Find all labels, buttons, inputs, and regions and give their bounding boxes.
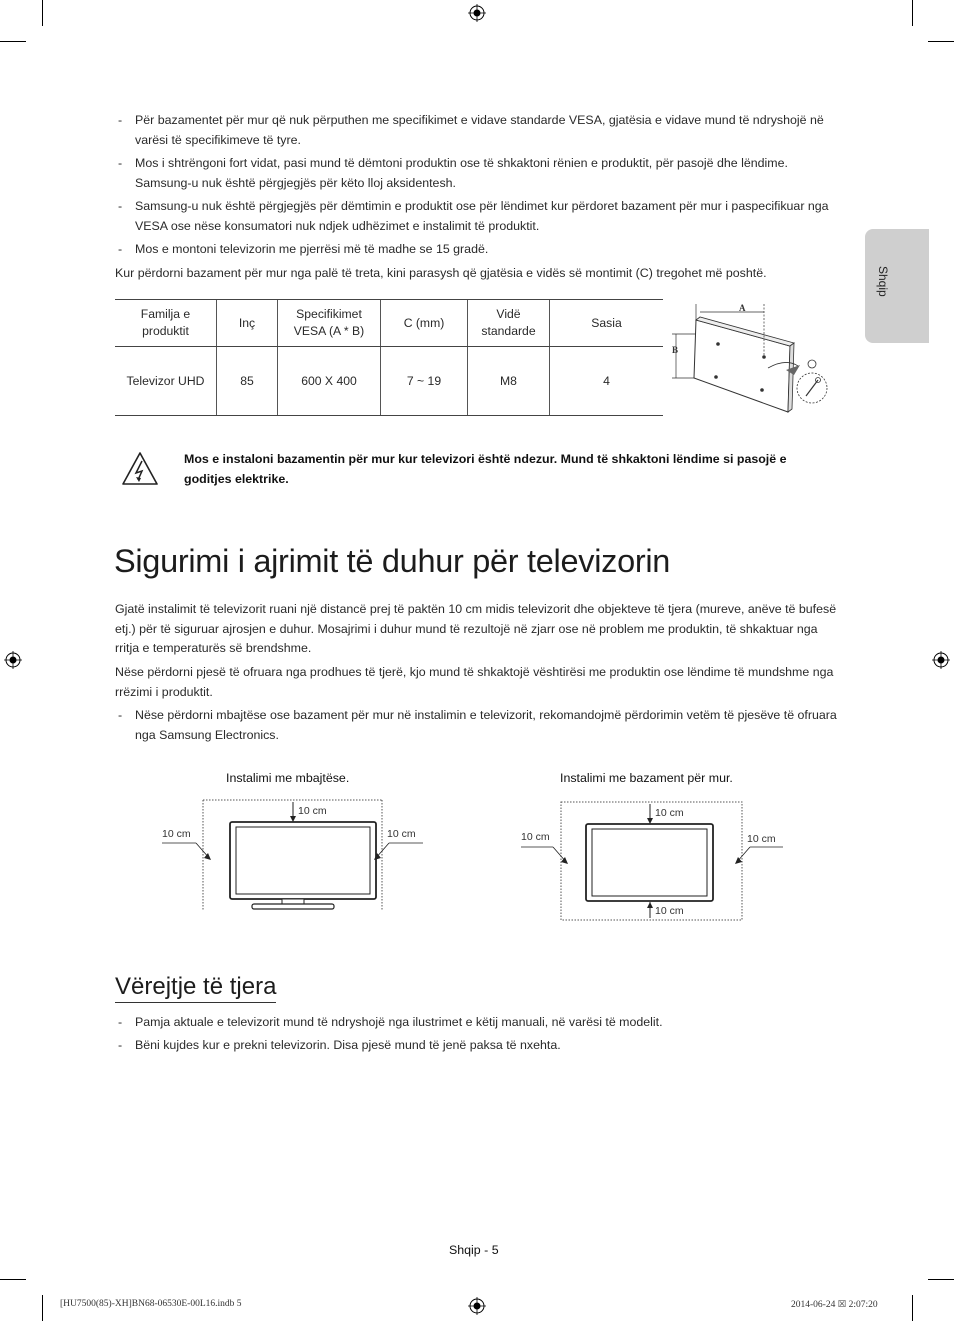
bullet-dash: - [118,1015,123,1029]
table-cell: 85 [217,347,278,416]
table-cell: 600 X 400 [278,347,381,416]
distance-label-bottom: 10 cm [655,905,684,917]
registration-mark-icon [4,651,22,669]
trim-mark [0,1279,26,1280]
warning-text: Mos e instaloni bazamentin për mur kur televizori është ndezur. Mund të shkaktoni lëndime si pasojë e goditjes elektrike. [184,452,787,486]
distance-label-left: 10 cm [521,831,550,843]
table-header: Sasia [550,300,664,347]
table-cell: Televizor UHD [115,347,217,416]
wall-install-figure [519,799,785,923]
section-title: Sigurimi i ajrimit të duhur për televizorin [114,543,671,579]
trim-mark [912,0,913,26]
registration-mark-icon [932,651,950,669]
registration-mark-icon [468,4,486,22]
bullet-text: Samsung-u nuk është përgjegjës për dëmtimin e produktit ose për lëndimet kur përdoret bazament për mur i paspecifikuar nga VESA ose nëse konsumatori nuk ndjek udhëzimet e instalimit të produktit. [135,199,829,233]
intro-sentence: Kur përdorni bazament për mur nga palë të treta, kini parasysh që gjatësia e vidës së montimit (C) tregohet më poshtë. [115,266,767,280]
list-item [118,154,838,193]
table-header: Specifikimet VESA (A * B) [278,300,381,347]
page-number: Shqip - 5 [449,1243,499,1257]
vesa-spec-table [115,299,663,416]
trim-mark [928,1279,954,1280]
table-cell: 4 [550,347,664,416]
wall-install-caption: Instalimi me bazament për mur. [560,771,733,785]
bullet-dash: - [118,113,123,127]
dimension-label-b: B [672,345,679,355]
list-item [118,111,838,150]
bullet-text: Mos e montoni televizorin me pjerrësi më të madhe se 15 gradë. [135,242,489,256]
trim-mark [912,1295,913,1321]
trim-mark [42,1295,43,1321]
bullet-text: Për bazamentet për mur që nuk përputhen me specifikimet e vidave standarde VESA, gjatësia e vidave mund të ndryshojë në varësi të specifikimeve të tyre. [135,113,824,147]
bullet-dash: - [118,199,123,213]
stand-install-figure [160,797,425,914]
list-item [118,197,838,236]
footer-timestamp: 2014-06-24 ☒ 2:07:20 [791,1300,878,1310]
side-tab-label: Shqip [876,266,890,297]
table-header: Inç [217,300,278,347]
ventilation-paragraph: Gjatë instalimit të televizorit ruani një distancë prej të paktën 10 cm midis televizorit dhe objekteve të tjera (mureve, anëve të bufesë etj.) për të siguruar ajrosjen e duhur. Mosajrimi i duhur mund të rezultojë në zjarr ose në problem me produktin, të shkaktuar nga rritja e temperaturës së brendshme. [115,602,837,655]
trim-mark [0,41,26,42]
dimension-label-a: A [739,303,746,313]
list-item [118,1013,838,1033]
bullet-text: Bëni kujdes kur e prekni televizorin. Disa pjesë mund të jenë paksa të nxehta. [135,1038,561,1052]
table-cell: M8 [468,347,550,416]
bullet-text: Mos i shtrëngoni fort vidat, pasi mund të dëmtoni produktin ose të shkaktoni rënien e produktit, për pasojë dhe lëndime. Samsung-u nuk është përgjegjës për këto lloj aksidentesh. [135,156,788,190]
bullet-text: Pamja aktuale e televizorit mund të ndryshojë nga ilustrimet e këtij manuali, në varësi të modelit. [135,1015,663,1029]
table-row [115,347,663,416]
third-party-paragraph: Nëse përdorni pjesë të ofruara nga prodhues të tjerë, kjo mund të shkaktojë vështirësi me produktin ose lëndime të mundshme nga rrëzimi i produktit. [115,665,834,699]
language-side-tab [865,229,929,343]
footer-file-name: [HU7500(85)-XH]BN68-06530E-00L16.indb 5 [60,1299,242,1309]
bullet-text: Nëse përdorni mbajtëse ose bazament për mur në instalimin e televizorit, rekomandojmë përdorimin vetëm të pjesëve të ofruara nga Samsung Electronics. [135,708,837,742]
wall-mount-diagram [668,300,836,415]
registration-mark-icon [468,1297,486,1315]
bullet-dash: - [118,1038,123,1052]
distance-label-left: 10 cm [162,828,191,840]
trim-mark [928,41,954,42]
warning-electric-icon [121,451,159,487]
distance-label-right: 10 cm [387,828,416,840]
bullet-dash: - [118,708,123,722]
table-header: C (mm) [381,300,468,347]
bullet-dash: - [118,156,123,170]
list-item [118,706,838,745]
distance-label-right: 10 cm [747,833,776,845]
distance-label-top: 10 cm [655,807,684,819]
bullet-dash: - [118,242,123,256]
table-cell: 7 ~ 19 [381,347,468,416]
distance-label-top: 10 cm [298,805,327,817]
stand-install-caption: Instalimi me mbajtëse. [226,771,350,785]
list-item [118,240,838,260]
list-item [118,1036,838,1056]
trim-mark [42,0,43,26]
table-header: Familja e produktit [115,300,217,347]
table-header: Vidë standarde [468,300,550,347]
subsection-title: Vërejtje të tjera [115,973,276,1003]
